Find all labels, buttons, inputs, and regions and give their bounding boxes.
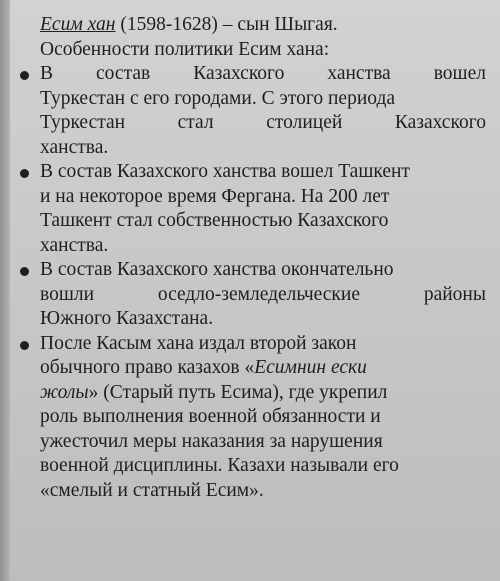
list-item — [10, 258, 486, 332]
word: районы — [423, 283, 486, 305]
word: вошли — [40, 283, 95, 305]
word: Казахского — [193, 63, 285, 84]
bullet-icon — [20, 71, 29, 80]
text-line — [40, 62, 486, 87]
word: оседло-земледельческие — [157, 283, 360, 305]
text-line — [40, 111, 486, 136]
word: стал — [177, 112, 214, 133]
text-line: ханства. — [40, 234, 109, 256]
bullet-icon — [20, 267, 29, 276]
bullet-icon — [20, 169, 29, 178]
word: ханства — [327, 63, 391, 84]
policy-list — [10, 62, 486, 503]
text-line: Южного Казахстана. — [40, 308, 214, 329]
policy-subtitle: Особенности политики Есим хана: — [40, 38, 330, 60]
text-segment: обычного право казахов « — [40, 357, 255, 378]
text-line: ужесточил меры наказания за нарушения — [40, 430, 383, 452]
text-line: В состав Казахского ханства окончательно — [40, 259, 394, 280]
word: Казахского — [394, 112, 486, 133]
khan-name: Есим хан — [40, 14, 116, 35]
text-segment: » (Старый путь Есима), где укрепил — [88, 381, 388, 403]
text-line: роль выполнения военной обязанности и — [40, 406, 381, 427]
italic-segment: жолы — [40, 381, 89, 403]
list-item — [10, 62, 486, 160]
text-line: ханства. — [40, 136, 109, 158]
text-line — [40, 283, 486, 308]
text-line: «смелый и статный Есим». — [40, 479, 264, 501]
text-line: и на некоторое время Фергана. На 200 лет — [40, 185, 390, 207]
word: состав — [96, 63, 151, 84]
word: столицей — [266, 112, 343, 133]
khan-dates: (1598-1628) – сын Шыгая. — [120, 14, 338, 35]
word: Туркестан — [40, 112, 126, 133]
text-line: В состав Казахского ханства вошел Ташкент — [40, 161, 410, 182]
khan-heading — [10, 13, 486, 38]
text-line: военной дисциплины. Казахи называли его — [40, 455, 399, 476]
text-line — [40, 356, 486, 381]
text-line — [40, 381, 486, 406]
list-item — [10, 332, 486, 504]
page-binding-edge — [0, 0, 10, 581]
text-line: После Касым хана издал второй закон — [40, 332, 357, 354]
word: вошел — [433, 63, 486, 84]
bullet-icon — [20, 341, 29, 350]
word: В — [40, 63, 54, 84]
italic-segment: Есимнин ески — [254, 357, 367, 378]
text-line: Ташкент стал собственностью Казахского — [40, 210, 389, 231]
list-item — [10, 160, 486, 258]
text-line: Туркестан с его городами. С этого периода — [40, 87, 396, 109]
